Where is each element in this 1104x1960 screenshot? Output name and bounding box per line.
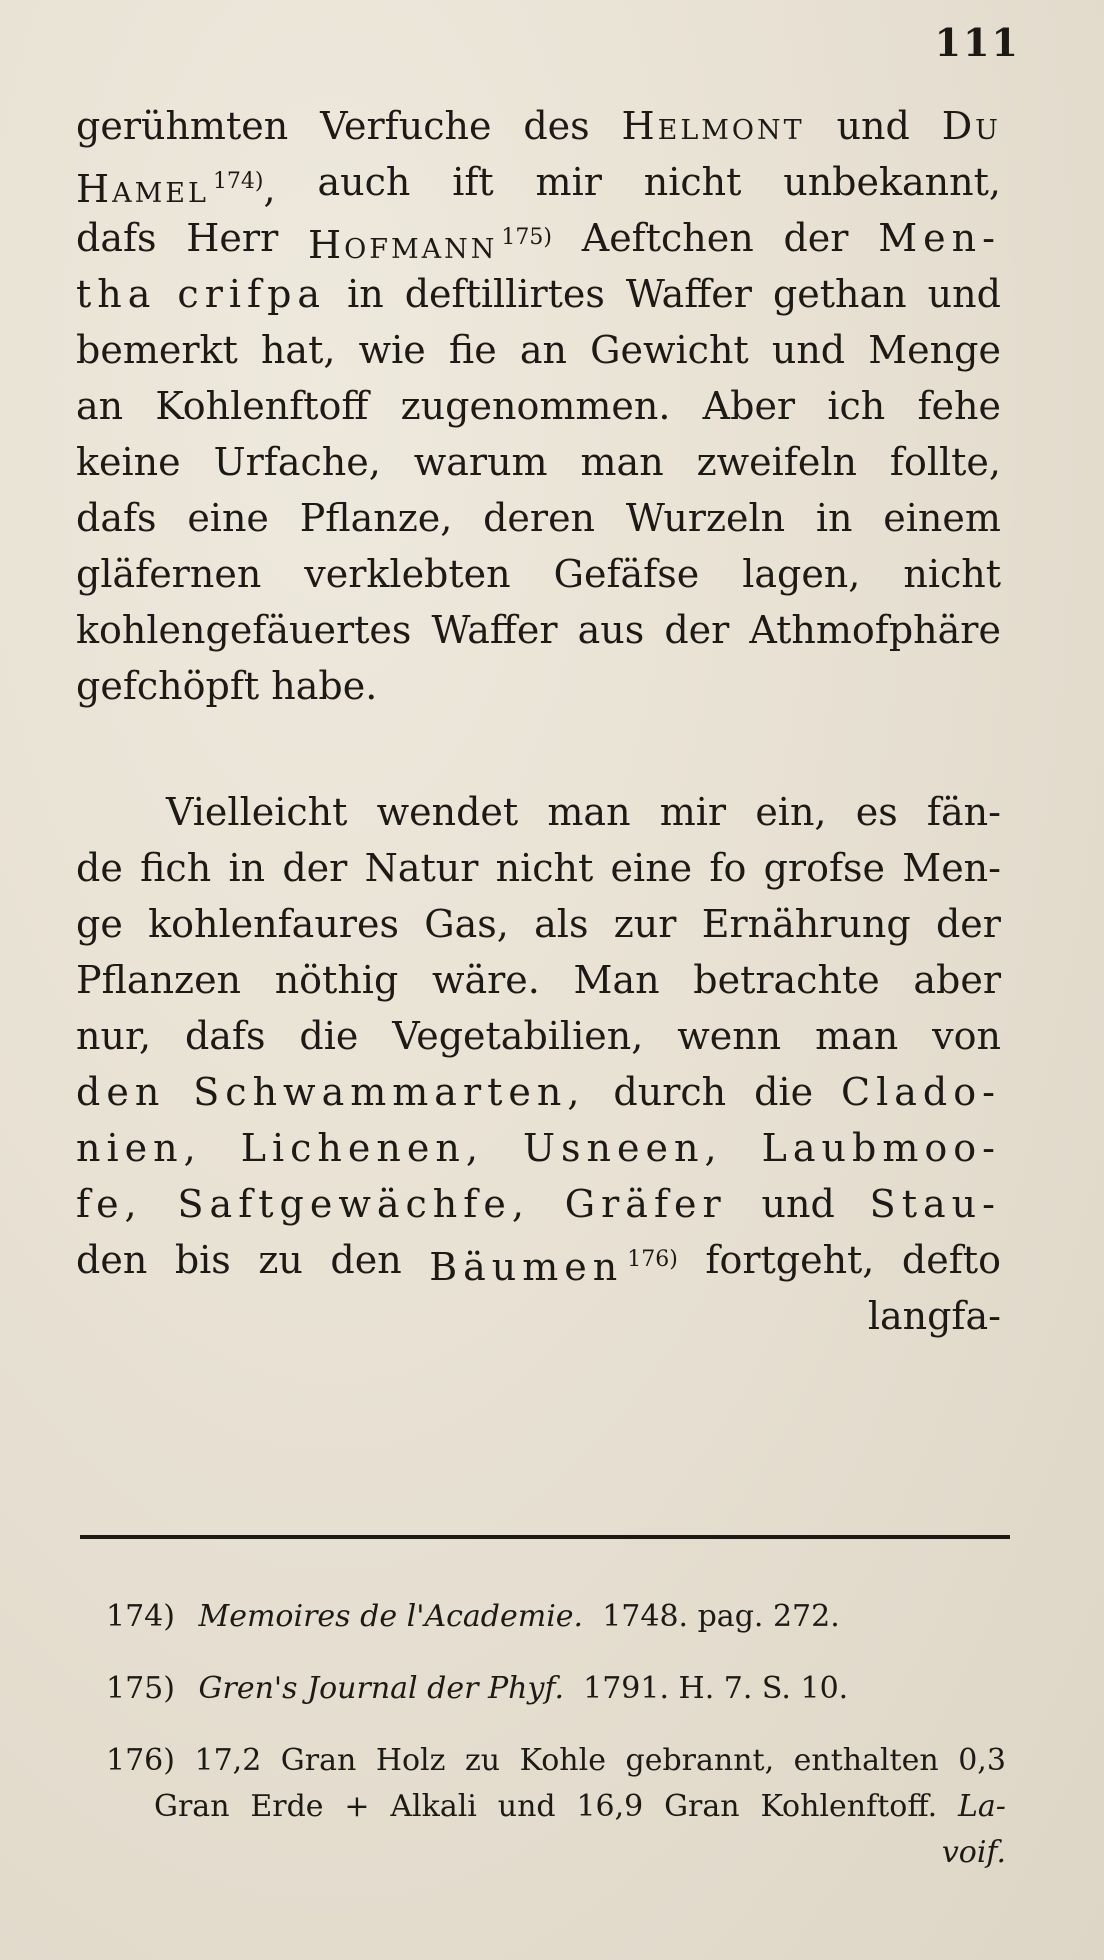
footnote-number: 174) [106, 1599, 175, 1634]
word: Erde [250, 1789, 324, 1824]
footnote-number: 175) [106, 1671, 175, 1706]
word: der [664, 608, 730, 652]
word: an [519, 328, 567, 372]
text-line [76, 1120, 1001, 1176]
word: deren [483, 496, 596, 540]
word: fie [448, 328, 497, 372]
word: zu [258, 1238, 303, 1282]
word: zur [613, 902, 677, 946]
word: 16,9 [576, 1789, 644, 1824]
footnote-line [106, 1784, 1006, 1830]
word: den [330, 1238, 402, 1282]
word: warum [413, 440, 548, 484]
word: fän- [926, 790, 1001, 834]
word: ge [76, 902, 123, 946]
word: wäre. [431, 958, 540, 1002]
text-line [76, 98, 1001, 154]
word: gethan [772, 272, 907, 316]
word: Gran [664, 1789, 740, 1824]
footnote-title: Memoires de l'Academie. [198, 1599, 584, 1634]
word: Du [941, 104, 1001, 148]
text-line [76, 546, 1001, 602]
text-line [76, 1288, 1001, 1344]
word: Men- [902, 846, 1001, 890]
text-line [76, 896, 1001, 952]
word: La- [957, 1789, 1006, 1824]
word: follte, [889, 440, 1001, 484]
footnote-line [106, 1830, 1006, 1876]
text-line [76, 434, 1001, 490]
text-line [76, 210, 1001, 266]
word: Urfache, [213, 440, 381, 484]
word: Gewicht [590, 328, 749, 372]
word: Hamel [76, 167, 209, 211]
word: deftillirtes [404, 272, 605, 316]
word: mir [659, 790, 727, 834]
word: 17,2 [194, 1743, 262, 1778]
footnote-174 [106, 1594, 1006, 1640]
word: + [344, 1789, 370, 1824]
text-line [76, 1176, 1001, 1232]
word: den [76, 1238, 148, 1282]
word: Wurzeln [625, 496, 786, 540]
word: der [282, 846, 348, 890]
word: Stau- [869, 1182, 1001, 1226]
word: Kohle [519, 1743, 606, 1778]
word: als [534, 902, 589, 946]
word: voif. [941, 1835, 1006, 1870]
word: Menge [868, 328, 1001, 372]
word: grofse [763, 846, 886, 890]
word: den [76, 1070, 166, 1114]
footnotes [106, 1594, 1006, 1876]
word: habe. [271, 664, 378, 708]
text-line [76, 1232, 1001, 1288]
word: Ernährung [701, 902, 911, 946]
footnote-citation: 1748. pag. 272. [602, 1599, 840, 1634]
word: bis [174, 1238, 231, 1282]
footnote-ref: 174) [212, 169, 264, 194]
text-line [76, 1064, 1001, 1120]
word: zu [464, 1743, 501, 1778]
text-line [76, 658, 1001, 714]
word: kohlengefäuertes [76, 608, 412, 652]
word: defto [901, 1238, 1001, 1282]
word: man [815, 1014, 899, 1058]
word: nien, [76, 1126, 202, 1170]
word: und [761, 1182, 835, 1226]
text-line [76, 784, 1001, 840]
text-line [76, 840, 1001, 896]
word: nicht [495, 846, 594, 890]
word: Verfuche [320, 104, 492, 148]
word: und [836, 104, 910, 148]
footnote-176 [106, 1738, 1006, 1876]
text-line [76, 378, 1001, 434]
word: , [263, 167, 276, 211]
word: Gefäfse [553, 552, 700, 596]
word: Pflanze, [299, 496, 453, 540]
word: Aber [702, 384, 796, 428]
word: Kohlenftoff [155, 384, 369, 428]
word: ein, [755, 790, 827, 834]
word: die [299, 1014, 359, 1058]
word: nur, [76, 1014, 152, 1058]
word: Bäumen [429, 1245, 624, 1289]
word: und [497, 1789, 556, 1824]
word: bemerkt [76, 328, 238, 372]
word: dafs [76, 496, 157, 540]
word: fehe [917, 384, 1001, 428]
word: Kohlenftoff. [760, 1789, 938, 1824]
word: nicht [903, 552, 1001, 596]
word: kohlenfaures [148, 902, 399, 946]
word: zugenommen. [400, 384, 671, 428]
word: aber [913, 958, 1001, 1002]
word: tha [76, 272, 157, 316]
word: und [927, 272, 1001, 316]
word: 0,3 [958, 1743, 1006, 1778]
word: gefchöpft [76, 664, 260, 708]
word: in [815, 496, 853, 540]
body-text [76, 98, 1001, 1344]
word: Herr [186, 216, 279, 260]
word: dafs [76, 216, 157, 260]
word: man [580, 440, 664, 484]
word: durch [613, 1070, 727, 1114]
word: in [347, 272, 384, 316]
word: lagen, [742, 552, 861, 596]
word: fich [140, 846, 212, 890]
word: Athmofphäre [749, 608, 1001, 652]
text-line [76, 602, 1001, 658]
word: gerühmten [76, 104, 289, 148]
word: keine [76, 440, 181, 484]
word: ich [827, 384, 886, 428]
word: an [76, 384, 124, 428]
footnote-ref: 176) [627, 1247, 678, 1272]
word: nicht [643, 160, 742, 204]
word: Vegetabilien, [392, 1014, 644, 1058]
word: Men- [878, 216, 1001, 260]
word: de [76, 846, 123, 890]
word: der [783, 216, 849, 260]
word: Waffer [431, 608, 558, 652]
word: zweifeln [696, 440, 857, 484]
word: Natur [364, 846, 479, 890]
word: in [228, 846, 266, 890]
word: Gas, [424, 902, 509, 946]
word: Gran [280, 1743, 357, 1778]
footnote-175 [106, 1666, 1006, 1712]
word: eine [187, 496, 269, 540]
word: Hofmann [308, 223, 498, 267]
word: Laubmoo- [761, 1126, 1001, 1170]
word: fo [709, 846, 747, 890]
word: Pflanzen [76, 958, 242, 1002]
footnote-title: Gren's Journal der Phyf. [198, 1671, 565, 1706]
word: aus [577, 608, 645, 652]
word: unbekannt, [783, 160, 1001, 204]
footnote-number: 176) [106, 1743, 175, 1778]
word: die [754, 1070, 814, 1114]
word: einem [883, 496, 1001, 540]
word: Gräfer [564, 1182, 727, 1226]
word: betrachte [693, 958, 880, 1002]
word: Saftgewächfe, [177, 1182, 530, 1226]
text-line [76, 1008, 1001, 1064]
word: und [771, 328, 846, 372]
catchword: langfa- [867, 1294, 1001, 1338]
word: auch [317, 160, 411, 204]
word: Usneen, [523, 1126, 723, 1170]
word: Gran [154, 1789, 230, 1824]
word: Holz [375, 1743, 446, 1778]
word: Aeftchen [581, 216, 754, 260]
word: nöthig [274, 958, 399, 1002]
word: gläfernen [76, 552, 262, 596]
footnote-ref: 175) [501, 225, 552, 250]
word: gebrannt, [625, 1743, 775, 1778]
text-line [76, 322, 1001, 378]
word: Alkali [390, 1789, 477, 1824]
word: wendet [376, 790, 519, 834]
text-line [76, 490, 1001, 546]
word: es [855, 790, 898, 834]
word: Clado- [841, 1070, 1001, 1114]
word: hat, [260, 328, 336, 372]
word: enthalten [793, 1743, 939, 1778]
word: crifpa [177, 272, 327, 316]
word: Helmont [621, 104, 805, 148]
word: der [935, 902, 1001, 946]
word: des [523, 104, 590, 148]
text-line [76, 266, 1001, 322]
word: fortgeht, [705, 1238, 875, 1282]
text-line [76, 154, 1001, 210]
footnote-line [106, 1738, 1006, 1784]
paragraph-gap [76, 714, 1001, 784]
word: fe, [76, 1182, 143, 1226]
page-number: 111 [934, 20, 1020, 65]
word: Man [573, 958, 660, 1002]
word: Lichenen, [240, 1126, 484, 1170]
word: Schwammarten, [193, 1070, 586, 1114]
footnote-divider [80, 1535, 1010, 1539]
word: mir [535, 160, 602, 204]
word: verklebten [304, 552, 511, 596]
word: man [547, 790, 631, 834]
word: dafs [184, 1014, 266, 1058]
word: Vielleicht [166, 790, 348, 834]
word: von [932, 1014, 1001, 1058]
footnote-citation: 1791. H. 7. S. 10. [583, 1671, 849, 1706]
word: wenn [677, 1014, 782, 1058]
word: eine [610, 846, 693, 890]
text-line [76, 952, 1001, 1008]
word: ift [452, 160, 494, 204]
word: Waffer [625, 272, 752, 316]
word: wie [358, 328, 426, 372]
